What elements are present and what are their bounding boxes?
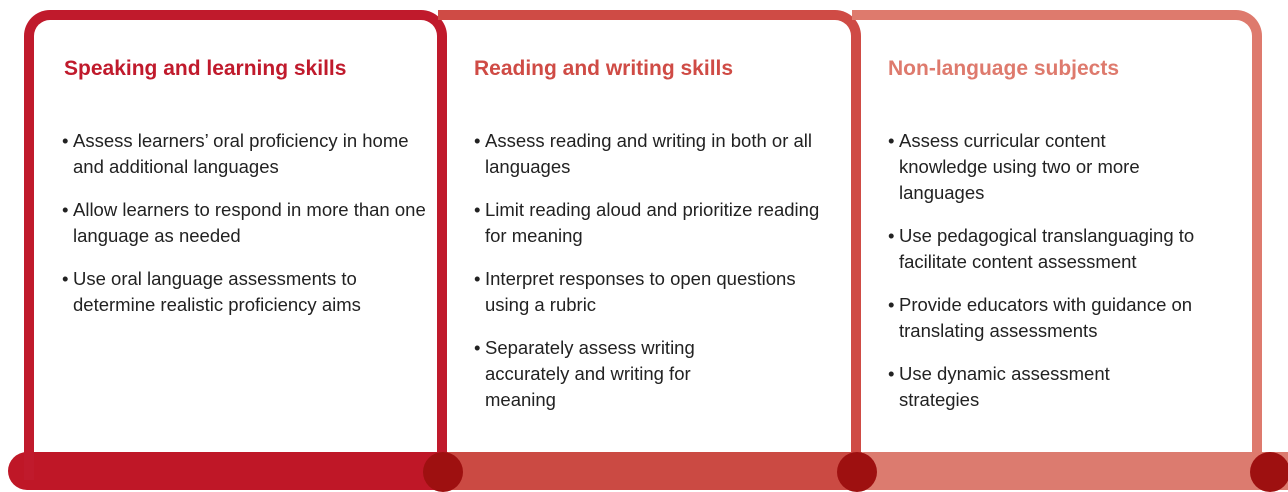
list-item: • Allow learners to respond in more than one language as needed [62, 197, 427, 249]
card-title: Speaking and learning skills [64, 57, 347, 80]
bullet-list [888, 128, 1242, 430]
list-item: • Interpret responses to open questions using a rubric [474, 266, 841, 318]
list-item: • Use pedagogical translanguaging to facilitate content assessment [888, 223, 1242, 275]
card-speaking-learning [24, 10, 447, 480]
connector-dot [423, 452, 463, 492]
list-item: • Use oral language assessments to determine realistic proficiency aims [62, 266, 373, 318]
bullet-list [474, 128, 841, 430]
list-item: • Separately assess writing accurately and writing for meaning [474, 335, 755, 413]
list-item: • Assess learners’ oral proficiency in home and additional languages [62, 128, 427, 180]
list-item: • Limit reading aloud and prioritize reading for meaning [474, 197, 841, 249]
card-title: Reading and writing skills [474, 57, 734, 80]
list-item: • Assess reading and writing in both or all languages [474, 128, 841, 180]
list-item: • Use dynamic assessment strategies [888, 361, 1139, 413]
card-reading-writing [438, 10, 861, 480]
card-non-language-subjects [852, 10, 1262, 480]
connector-dot [837, 452, 877, 492]
list-item: • Assess curricular content knowledge using two or more languages [888, 128, 1159, 206]
card-title: Non-language subjects [888, 57, 1120, 80]
connector-dot [1250, 452, 1288, 492]
list-item: • Provide educators with guidance on translating assessments [888, 292, 1242, 344]
bullet-list [62, 128, 427, 335]
